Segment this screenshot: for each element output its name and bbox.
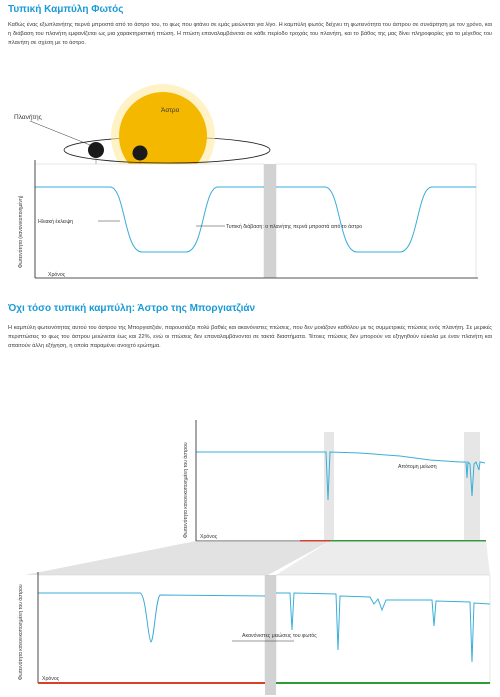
dip-label: Απότομη μείωση [398,464,437,470]
planet-label: Πλανήτης [14,114,42,121]
irregular-label: Ακανόνιστες μειώσεις του φωτός [242,633,317,639]
lower-left-chart [38,575,265,683]
section1-title: Τυπική Καμπύλη Φωτός [8,4,124,15]
lower-x-axis-red [38,682,265,684]
star-label: Άστρο [161,107,180,114]
figure-tabby-star [17,420,490,695]
figure-typical-light-curve [14,84,478,278]
figure1-x-axis-label: Χρόνος [48,272,66,278]
lower-x-axis-green [276,682,490,684]
planet-transiting [133,146,148,161]
planet-leader-line [30,121,90,145]
section2-paragraph: Η καμπύλη φωτεινότητας αυτού του άστρου της Μποργιατζιάν, παρουσιάζει πολύ βαθιές και ακανόνιστες πτώσεις, που δεν μοιάζουν καθόλου με τις συμμετρικές πτώσεις ενός πλανήτη. Σε μερικές περιπτώσεις το φως του άστρου μειώνεται έως και 22%, ενώ οι πτώσεις δεν επαναλαμβάνονται σε τακτά διαστήματα. Τέτοιες πτώσεις δεν μπορούν να εξηγηθούν εύκολα με έναν πλανήτη και απαιτούν άλλη εξήγηση, η οποία παραμένει ανοιχτό ερώτημα. [8,325,492,350]
highlight-band-2 [464,432,480,541]
planet-outside [88,142,104,158]
transit-label: Ηλιακή έκλειψη [38,219,73,225]
curve-panel-2 [276,164,476,278]
section2-title: Όχι τόσο τυπική καμπύλη: Άστρο της Μποργιατζιάν [8,303,256,314]
upper-y-axis-label: Φωτεινότητα κανονικοποιημένη του άστρου [183,442,189,538]
section1-paragraph: Καθώς ένας εξωπλανήτης περνά μπροστά από το άστρο του, το φως που φτάνει σε εμάς μειώνεται για λίγο. Η καμπύλη φωτός δείχνει τη φωτεινότητα του άστρου σε συνάρτηση με τον χρόνο, και η διάβαση του πλανήτη εμφανίζεται ως μια χαρακτηριστική πτώση. Η πτώση επαναλαμβάνεται σε κάθε περίοδο τροχιάς του πλανήτη, και το βάθος της μας δίνει πληροφορίες για το μέγεθος του πλανήτη σε σχέση με το άστρο. [8,22,492,47]
figure1-y-axis-label: Φωτεινότητα (κανονικοποιημένη) [18,195,24,268]
lower-y-axis-label: Φωτεινότητα κανονικοποιημένη του άστρου [18,584,24,680]
lower-x-axis-label: Χρόνος [42,676,60,682]
upper-x-axis-label: Χρόνος [200,534,218,540]
lower-right-chart [276,575,490,683]
annotation-label: Τυπική διάβαση: ο πλανήτης περνά μπροστά από το άστρο [226,224,363,230]
panel-gap [264,164,276,278]
upper-chart-area [196,420,486,541]
